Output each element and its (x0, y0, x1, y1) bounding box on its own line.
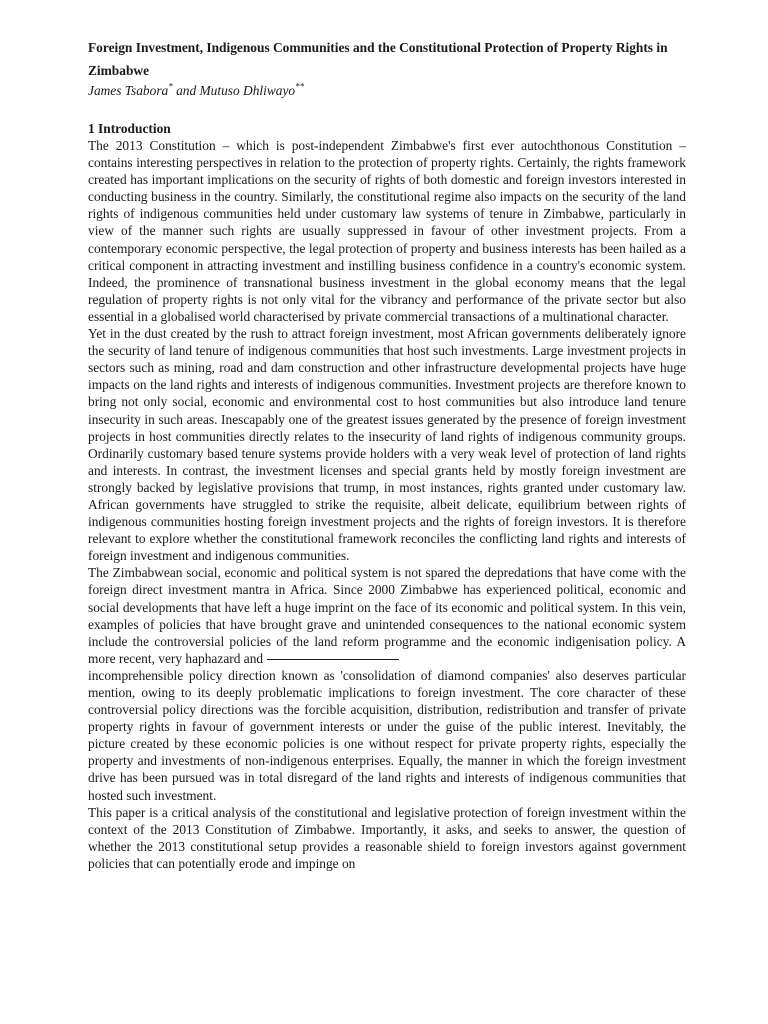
footnote-mark: ** (295, 81, 305, 92)
body-paragraph: Yet in the dust created by the rush to attract foreign investment, most African governments deliberately ignore the security of land tenure of indigenous communities that host such investments. Large investment projects in sectors such as mining, road and dam construction and other infrastructure developmental projects have huge impacts on the land rights and interests of indigenous communities. Investment projects are therefore known to bring not only social, economic and environmental cost to host communities but also introduce land tenure insecurity in such areas. Inescapably one of the greatest issues generated by the presence of foreign investment projects in host communities directly relates to the insecurity of land rights of indigenous community groups. Ordinarily customary based tenure systems provide holders with a very weak level of protection of land rights and interests. In contrast, the investment licenses and special grants held by mostly foreign investment are strongly backed by legislative provisions that trump, in most instances, rights granted under customary law. African governments have struggled to strike the requisite, albeit delicate, equilibrium between rights of indigenous communities hosting foreign investment projects and the rights of foreign investors. It is therefore relevant to explore whether the constitutional framework reconciles the conflicting land rights and interests of foreign investment and indigenous communities. (88, 326, 686, 564)
author-name: James Tsabora (88, 83, 169, 98)
document-title: Foreign Investment, Indigenous Communities and the Constitutional Protection of Property Rights in Zimbabwe (88, 40, 668, 78)
paragraph-text: The Zimbabwean social, economic and political system is not spared the depredations that have come with the foreign direct investment mantra in Africa. Since 2000 Zimbabwe has experienced political, economic and social developments that have left a huge imprint on the face of its economic and political system. In this vein, examples of policies that have brought grave and unintended consequences to the national economic system include the controversial policies of the land reform programme and the economic indigenisation policy. A more recent, very haphazard and (88, 565, 686, 666)
author-name: Mutuso Dhliwayo (199, 83, 296, 98)
author-line (88, 82, 686, 99)
footnote-mark: * (168, 81, 173, 92)
body-paragraph (88, 564, 686, 803)
body-paragraph: This paper is a critical analysis of the constitutional and legislative protection of foreign investment within the context of the 2013 Constitution of Zimbabwe. Importantly, it asks, and seeks to answer, the question of whether the 2013 constitutional setup provides a reasonable shield to foreign investors against government policies that can potentially erode and impinge on (88, 804, 686, 871)
footnote-separator-line (267, 659, 399, 660)
body-paragraph: The 2013 Constitution – which is post-independent Zimbabwe's first ever autochthonous Constitution – contains interesting perspectives in relation to the protection of property rights. Certainly, the rights framework created has important implications on the security of rights of both domestic and foreign investors interested in conducting business in the country. Similarly, the constitutional regime also impacts on the security of the land rights of indigenous communities held under customary law systems of tenure in Zimbabwe, particularly in view of the manner such rights are usually suppressed in favour of other investment projects. From a contemporary economic perspective, the legal protection of property and business interests has been hailed as a critical component in attracting investment and instilling business confidence in a country's economic system. Indeed, the prominence of transnational business investment in the global economy means that the legal regulation of property rights is not only vital for the vibrancy and performance of the private sector but also essential in a globalised world characterised by private commercial transactions of a multinational character. (88, 138, 686, 324)
paragraph-text: incomprehensible policy direction known as 'consolidation of diamond companies' also deserves particular mention, owing to its deeply problematic implications to foreign investment. The core character of these controversial policy directions was the forcible acquisition, distribution, redistribution and transfer of private property rights in favour of government interests or under the guise of the public interest. Inevitably, the picture created by these economic policies is one without respect for private property rights, especially the property and investments of non-indigenous enterprises. Equally, the manner in which the foreign investment drive has been pursued was in total disregard of the land rights and interests of indigenous communities that hosted such investment. (88, 667, 686, 803)
document-page (88, 36, 686, 872)
author-connector: and (172, 83, 200, 98)
section-heading: 1 Introduction (88, 121, 171, 136)
